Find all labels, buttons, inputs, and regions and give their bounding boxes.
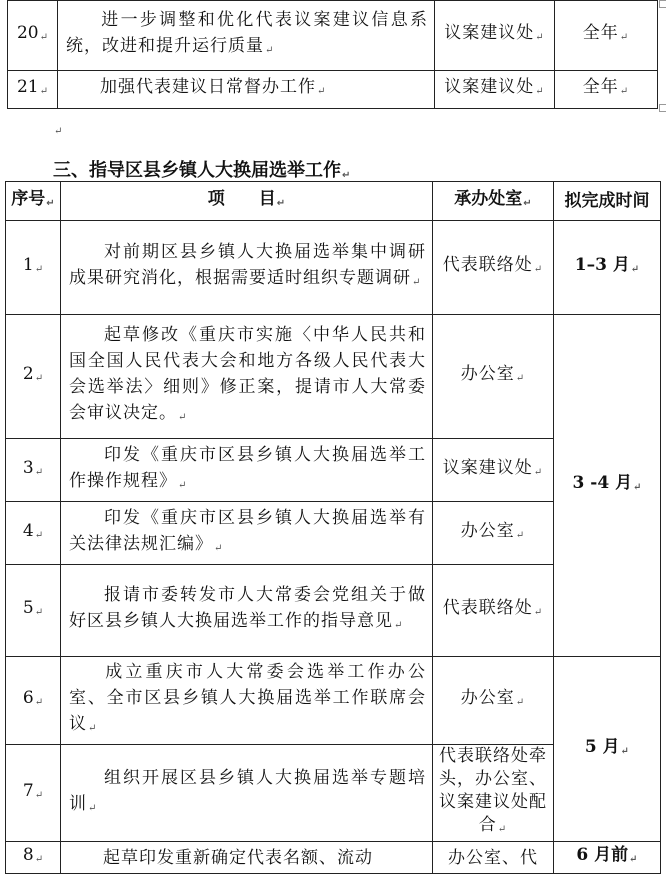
row-item: 成立重庆市人大常委会选举工作办公室、全市区县乡镇人大换届选举工作联席会议↵ — [61, 657, 433, 745]
table-end-marker — [659, 104, 666, 112]
header-item: 项 目↵ — [61, 182, 433, 221]
row-dept: 办公室↵ — [433, 315, 554, 439]
row-dept: 议案建议处↵ — [435, 71, 555, 109]
row-item: 加强代表建议日常督办工作↵ — [58, 71, 435, 109]
row-number: 8↵ — [6, 842, 61, 874]
row-item: 对前期区县乡镇人大换届选举集中调研成果研究消化，根据需要适时组织专题调研↵ — [61, 221, 433, 315]
paragraph-mark: ↵ — [54, 126, 63, 137]
top-table — [7, 0, 658, 109]
table-row — [6, 315, 661, 439]
row-dept: 代表联络处↵ — [433, 565, 554, 657]
row-dept: 议案建议处↵ — [435, 1, 555, 71]
table-row — [6, 221, 661, 315]
row-time: 6 月前↵ — [554, 842, 661, 874]
table-row — [8, 71, 658, 109]
row-number: 7↵ — [6, 745, 61, 842]
header-time: 拟完成时间 — [554, 182, 661, 221]
table-row — [8, 1, 658, 71]
row-dept: 代表联络处牵头，办公室、议案建议处配合↵ — [433, 745, 554, 842]
table-row — [6, 657, 661, 745]
row-dept: 代表联络处↵ — [433, 221, 554, 315]
main-table — [5, 181, 661, 874]
row-item: 起草印发重新确定代表名额、流动 — [61, 842, 433, 874]
row-time-merged: 3 -4 月↵ — [554, 315, 661, 657]
row-number: 6↵ — [6, 657, 61, 745]
row-item: 组织开展区县乡镇人大换届选举专题培训↵ — [61, 745, 433, 842]
row-number: 2↵ — [6, 315, 61, 439]
row-number: 4↵ — [6, 502, 61, 565]
row-dept: 议案建议处↵ — [433, 439, 554, 502]
row-time: 1–3 月↵ — [554, 221, 661, 315]
row-item: 进一步调整和优化代表议案建议信息系统，改进和提升运行质量↵ — [58, 1, 435, 71]
row-time-merged: 5 月↵ — [554, 657, 661, 842]
table-end-marker — [659, 0, 666, 8]
header-num: 序号↵ — [6, 182, 61, 221]
row-dept: 办公室、代 — [433, 842, 554, 874]
row-time: 全年↵ — [555, 1, 658, 71]
row-item: 印发《重庆市区县乡镇人大换届选举有关法律法规汇编》↵ — [61, 502, 433, 565]
row-dept: 办公室↵ — [433, 657, 554, 745]
row-number: 1↵ — [6, 221, 61, 315]
row-number: 5↵ — [6, 565, 61, 657]
header-dept: 承办处室↵ — [433, 182, 554, 221]
section-title: 三、指导区县乡镇人大换届选举工作↵ — [53, 160, 351, 181]
row-number: 3↵ — [6, 439, 61, 502]
row-dept: 办公室↵ — [433, 502, 554, 565]
row-number: 20↵ — [8, 1, 58, 71]
row-item: 报请市委转发市人大常委会党组关于做好区县乡镇人大换届选举工作的指导意见↵ — [61, 565, 433, 657]
row-item: 起草修改《重庆市实施〈中华人民共和国全国人民代表大会和地方各级人民代表大会选举法〉细则》修正案，提请市人大常委会审议决定。↵ — [61, 315, 433, 439]
row-time: 全年↵ — [555, 71, 658, 109]
row-item: 印发《重庆市区县乡镇人大换届选举工作操作规程》↵ — [61, 439, 433, 502]
row-number: 21↵ — [8, 71, 58, 109]
table-header-row — [6, 182, 661, 221]
